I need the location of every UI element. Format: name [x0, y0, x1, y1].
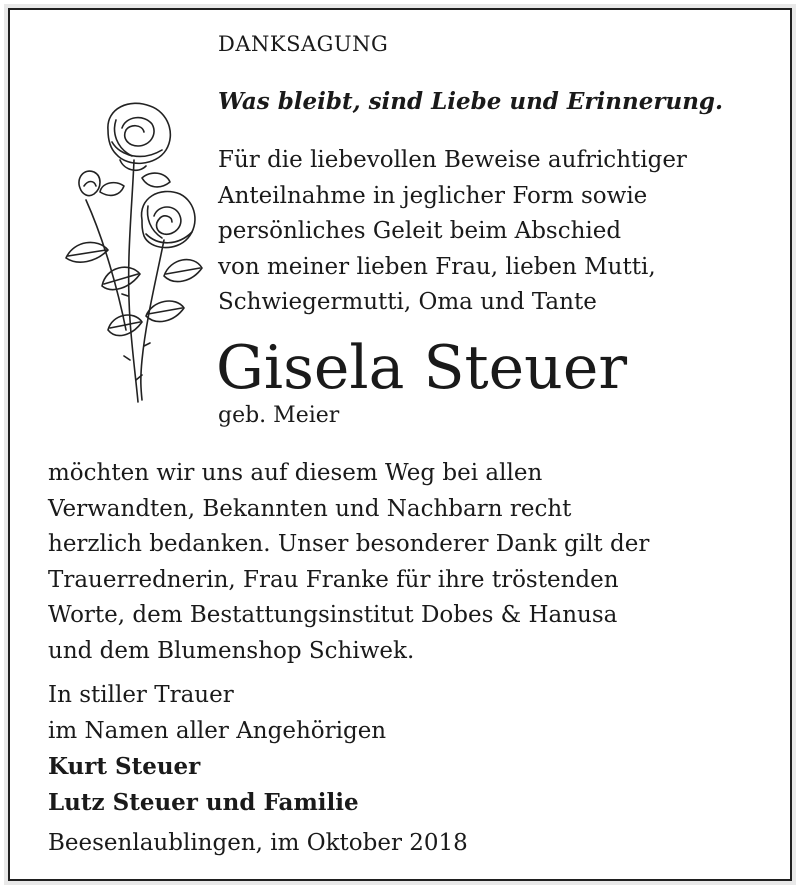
deceased-name: Gisela Steuer	[216, 333, 628, 403]
place-date: Beesenlaublingen, im Oktober 2018	[48, 830, 468, 856]
body-line: Verwandten, Bekannten und Nachbarn recht	[48, 495, 572, 522]
signatory-name: Kurt Steuer	[48, 753, 201, 780]
obituary-notice	[8, 8, 792, 881]
intro-line: von meiner lieben Frau, lieben Mutti,	[218, 253, 656, 280]
rose-illustration-icon	[46, 90, 206, 410]
intro-line: Schwiegermutti, Oma und Tante	[218, 289, 597, 315]
intro-line: persönliches Geleit beim Abschied	[218, 218, 622, 244]
mourning-line: im Namen aller Angehörigen	[48, 717, 387, 744]
maiden-name: geb. Meier	[218, 403, 340, 428]
motto: Was bleibt, sind Liebe und Erinnerung.	[218, 88, 724, 115]
notice-header: DANKSAGUNG	[218, 32, 389, 56]
body-line: Trauerrednerin, Frau Franke für ihre tröstenden	[48, 566, 619, 593]
body-line: herzlich bedanken. Unser besonderer Dank gilt der	[48, 531, 650, 557]
body-line: und dem Blumenshop Schiwek.	[48, 637, 415, 664]
intro-text	[218, 143, 687, 321]
signatory-name: Lutz Steuer und Familie	[48, 788, 359, 816]
mourning-line: In stiller Trauer	[48, 682, 234, 708]
signature-block	[48, 678, 386, 820]
intro-line: Anteilnahme in jeglicher Form sowie	[218, 182, 648, 209]
intro-line: Für die liebevollen Beweise aufrichtiger	[218, 147, 687, 173]
body-line: möchten wir uns auf diesem Weg bei allen	[48, 460, 543, 486]
body-line: Worte, dem Bestattungsinstitut Dobes & Hanusa	[48, 602, 618, 628]
thanks-text	[48, 456, 649, 669]
